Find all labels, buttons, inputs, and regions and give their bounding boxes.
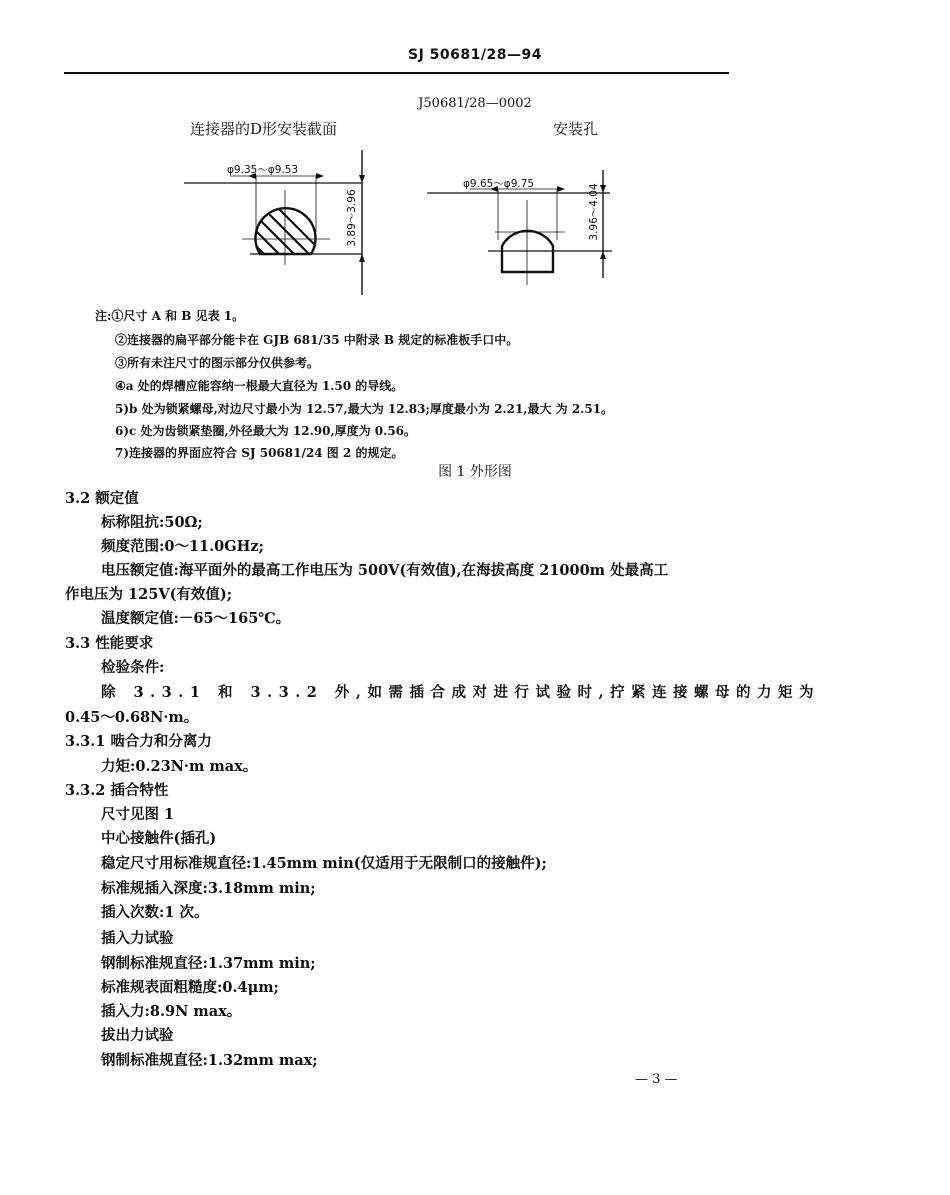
- body-line: 温度额定值:－65～165℃。: [101, 610, 291, 627]
- section-heading-3-3-1: 3.3.1 啮合力和分离力: [65, 733, 212, 750]
- body-line: 标准规表面粗糙度:0.4μm;: [101, 979, 279, 996]
- body-line: 插入力试验: [101, 930, 174, 947]
- body-line: 尺寸见图 1: [101, 806, 175, 823]
- body-line: 插入次数:1 次。: [101, 904, 209, 921]
- section-heading-3-3: 3.3 性能要求: [65, 635, 154, 652]
- document-number-header: SJ 50681/28—94: [408, 47, 542, 63]
- body-line: 力矩:0.23N·m max。: [101, 758, 258, 775]
- note-2: ②连接器的扁平部分能卡在 GJB 681/35 中附录 B 规定的标准板手口中。: [115, 333, 519, 347]
- figure-code: J50681/28—0002: [418, 96, 532, 111]
- note-3: ③所有未注尺寸的图示部分仅供参考。: [115, 356, 320, 370]
- body-line: 频度范围:0～11.0GHz;: [101, 538, 264, 555]
- figure-right-title: 安装孔: [553, 120, 599, 138]
- body-line: 中心接触件(插孔): [101, 830, 217, 847]
- body-line: 检验条件:: [101, 659, 165, 676]
- body-line: 标准规插入深度:3.18mm min;: [101, 880, 316, 897]
- left-flat-dim: 3.89～3.96: [346, 189, 358, 247]
- body-line: 标称阻抗:50Ω;: [101, 514, 203, 531]
- body-line: 稳定尺寸用标准规直径:1.45mm min(仅适用于无限制口的接触件);: [101, 855, 547, 872]
- left-diameter-dim: φ9.35～φ9.53: [227, 164, 299, 176]
- body-line: 除 3.3.1 和 3.3.2 外,如需插合成对进行试验时,拧紧连接螺母的力矩为: [101, 684, 821, 701]
- figure-left-title: 连接器的D形安装截面: [190, 120, 338, 138]
- right-diameter-dim: φ9.65～φ9.75: [463, 178, 535, 190]
- body-line: 拔出力试验: [101, 1027, 174, 1044]
- body-line: 插入力:8.9N max。: [101, 1003, 242, 1020]
- note-4: ④a 处的焊槽应能容纳一根最大直径为 1.50 的导线。: [115, 379, 404, 393]
- d-shape-drawing: [0, 0, 950, 310]
- note-6: 6)c 处为齿锁紧垫圈,外径最大为 12.90,厚度为 0.56。: [115, 424, 417, 438]
- page-number: — 3 —: [635, 1072, 678, 1087]
- section-heading-3-3-2: 3.3.2 插合特性: [65, 782, 169, 799]
- note-5: 5)b 处为锁紧螺母,对边尺寸最小为 12.57,最大为 12.83;厚度最小为 2.21,最大 为 2.51。: [115, 402, 614, 416]
- note-1: 注:①尺寸 A 和 B 见表 1。: [95, 309, 245, 323]
- body-line: 钢制标准规直径:1.32mm max;: [101, 1052, 318, 1069]
- note-7: 7)连接器的界面应符合 SJ 50681/24 图 2 的规定。: [115, 446, 404, 460]
- right-flat-dim: 3.96～4.04: [588, 183, 600, 241]
- body-line: 电压额定值:海平面外的最高工作电压为 500V(有效值),在海拔高度 21000m 处最高工: [101, 562, 669, 579]
- body-line: 作电压为 125V(有效值);: [65, 586, 233, 603]
- figure-caption: 图 1 外形图: [438, 464, 512, 480]
- section-heading-3-2: 3.2 额定值: [65, 490, 139, 507]
- body-line: 钢制标准规直径:1.37mm min;: [101, 955, 316, 972]
- body-line: 0.45～0.68N·m。: [65, 709, 199, 726]
